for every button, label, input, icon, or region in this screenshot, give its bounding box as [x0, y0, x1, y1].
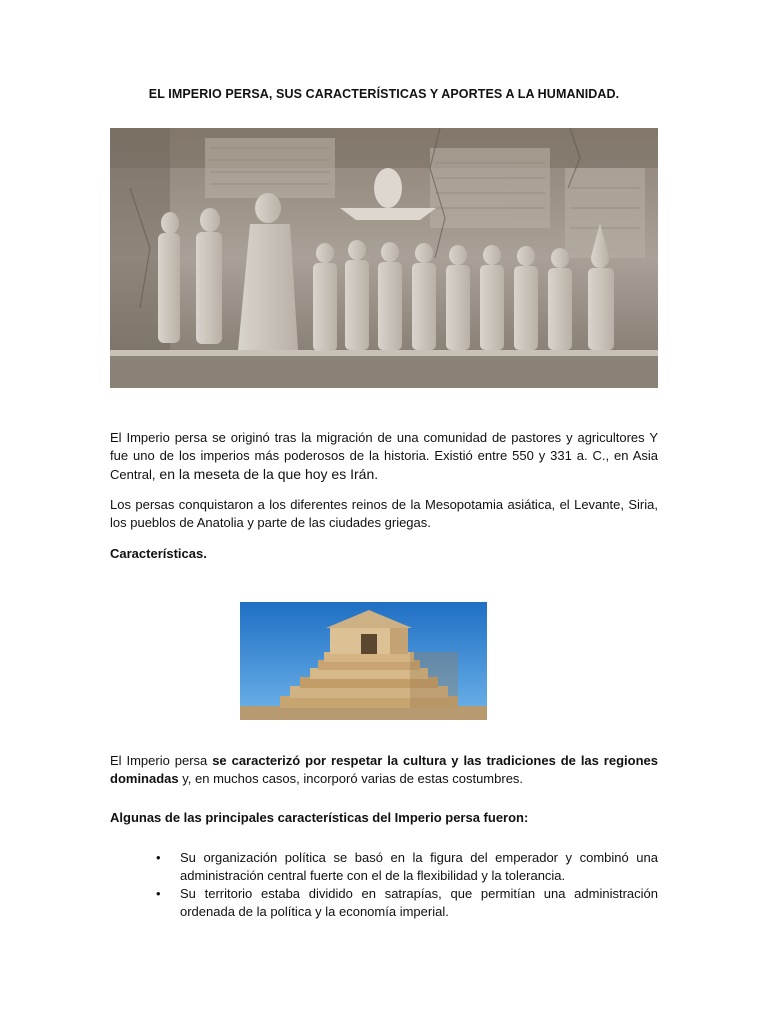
bullet-icon: •: [156, 886, 161, 901]
paragraph-caracterizo: [110, 752, 658, 788]
document-title: EL IMPERIO PERSA, SUS CARACTERÍSTICAS Y APORTES A LA HUMANIDAD.: [148, 87, 620, 101]
paragraph-origin-text: El Imperio persa se originó tras la migración de una comunidad de pastores y agricultores Y fue uno de los imperios más poderosos de la historia. Existió entre 550 y 331 a. C., en Asia Central,: [110, 430, 658, 482]
list-item-text: Su territorio estaba dividido en satrapías, que permitían una administración ordenada de la política y la economía imperial.: [180, 886, 658, 919]
heading-principales: Algunas de las principales características del Imperio persa fueron:: [110, 810, 529, 825]
tomb-of-cyrus-image: [240, 602, 487, 720]
paragraph-caracterizo-tail: y, en muchos casos, incorporó varias de estas costumbres.: [178, 771, 524, 786]
paragraph-origin: [110, 429, 658, 484]
list-item: [110, 885, 658, 921]
paragraph-origin-text-tail: en la meseta de la que hoy es Irán.: [155, 466, 379, 482]
behistun-relief-image: [110, 128, 658, 388]
bullet-icon: •: [156, 850, 161, 865]
paragraph-caracterizo-text: El Imperio persa: [110, 753, 213, 768]
list-item: [110, 849, 658, 885]
paragraph-caracterizo-bold: se caracterizó por respetar la cultura y las tradiciones de las regiones dominadas: [110, 753, 658, 786]
characteristics-list: [110, 849, 658, 921]
list-item-text: Su organización política se basó en la figura del emperador y combinó una administración central fuerte con el de la flexibilidad y la tolerancia.: [180, 850, 658, 883]
heading-caracteristicas: Características.: [110, 546, 207, 561]
paragraph-conquests: Los persas conquistaron a los diferentes reinos de la Mesopotamia asiática, el Levante, Siria, los pueblos de Anatolia y parte de las ciudades griegas.: [110, 497, 658, 530]
